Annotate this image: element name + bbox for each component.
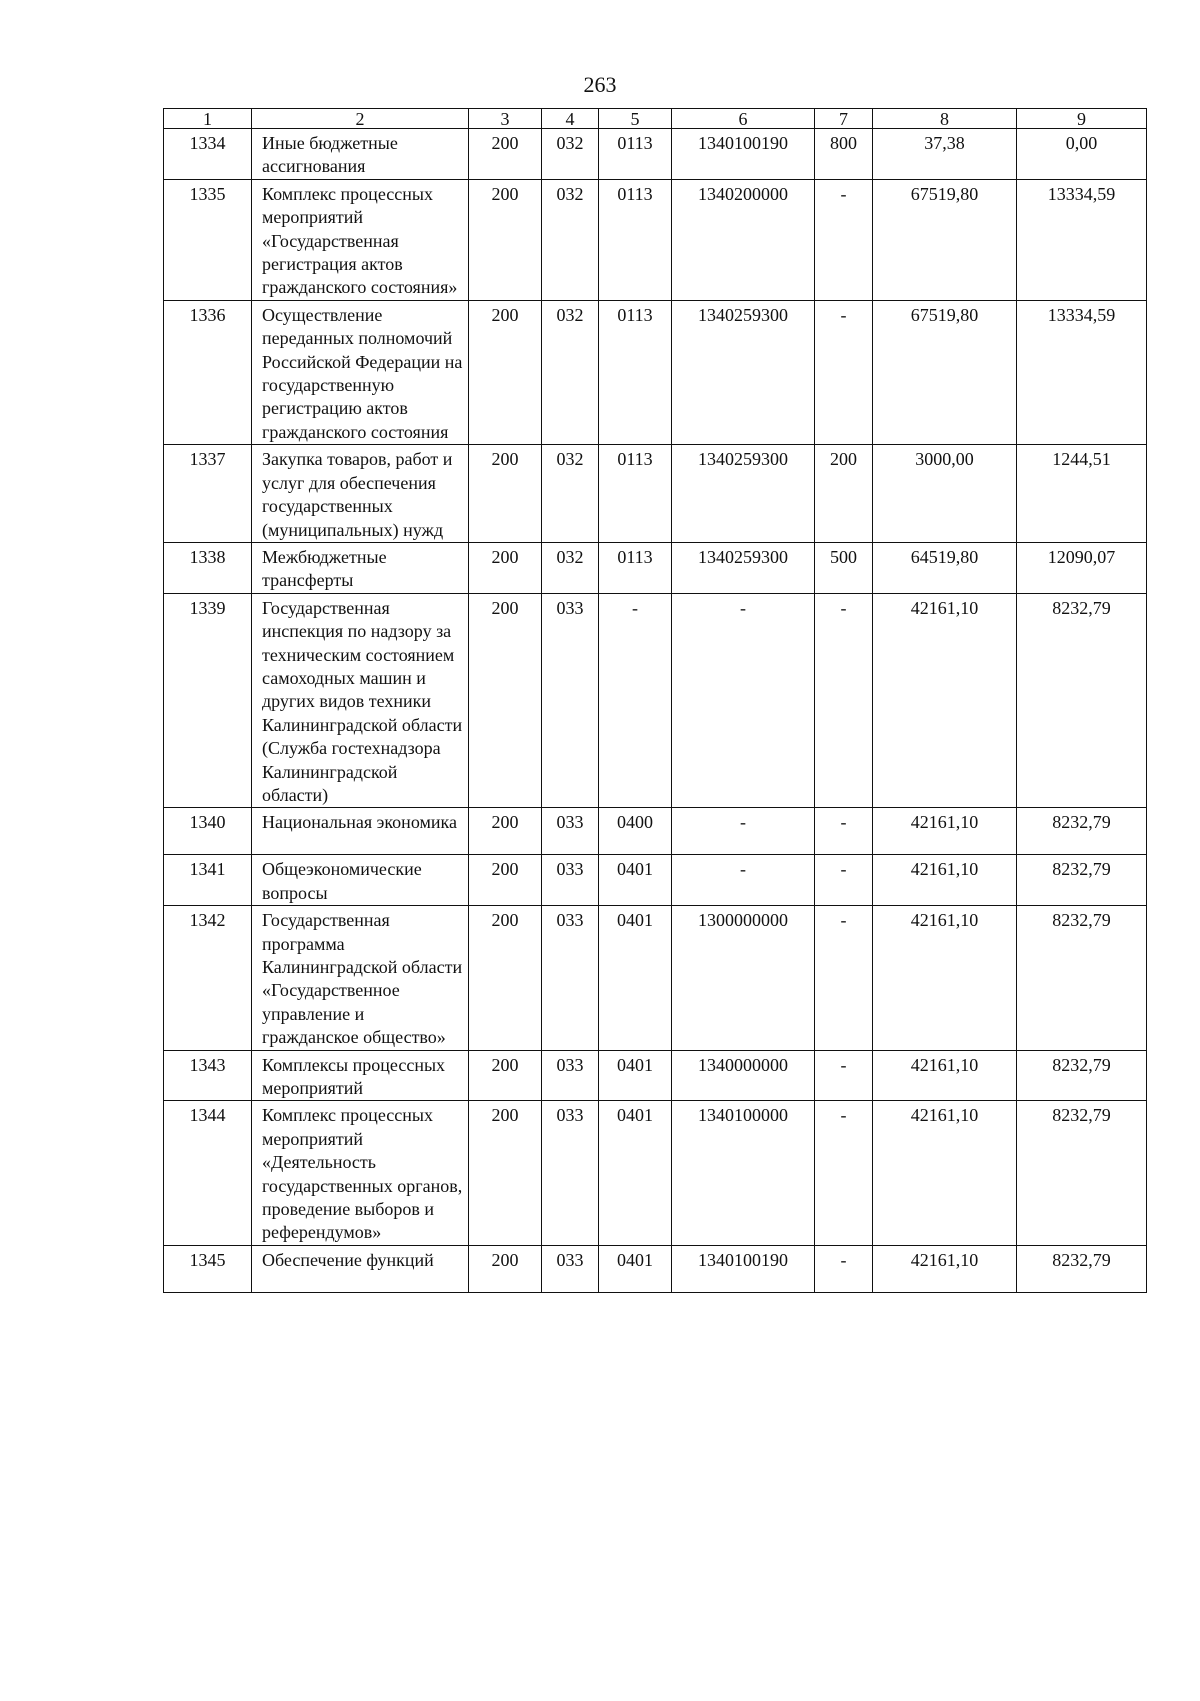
column-header: 1 [164, 109, 252, 129]
row-number: 1338 [164, 542, 252, 593]
cell-col9: 8232,79 [1017, 1245, 1147, 1292]
table-row [164, 542, 1147, 593]
row-name: Межбюджетные трансферты [252, 542, 469, 593]
cell-col9: 8232,79 [1017, 1101, 1147, 1245]
cell-col8: 67519,80 [873, 179, 1017, 300]
cell-col6: - [672, 855, 815, 906]
row-name: Общеэкономические вопросы [252, 855, 469, 906]
cell-col5: 0113 [599, 179, 672, 300]
cell-col9: 13334,59 [1017, 179, 1147, 300]
table-row [164, 445, 1147, 543]
cell-col4: 033 [542, 1050, 599, 1101]
cell-col4: 032 [542, 542, 599, 593]
column-header: 7 [815, 109, 873, 129]
cell-col5: 0401 [599, 855, 672, 906]
cell-col7: - [815, 179, 873, 300]
table-row [164, 1245, 1147, 1292]
cell-col6: 1340100000 [672, 1101, 815, 1245]
cell-col6: 1340100190 [672, 129, 815, 180]
row-number: 1344 [164, 1101, 252, 1245]
cell-col6: 1340259300 [672, 445, 815, 543]
row-name: Осуществление переданных полномочий Российской Федерации на государственную регистрацию актов гражданского состояния [252, 300, 469, 444]
cell-col8: 37,38 [873, 129, 1017, 180]
cell-col4: 033 [542, 906, 599, 1050]
cell-col8: 42161,10 [873, 906, 1017, 1050]
cell-col7: 200 [815, 445, 873, 543]
cell-col4: 033 [542, 808, 599, 855]
row-name: Государственная программа Калининградской области «Государственное управление и гражданское общество» [252, 906, 469, 1050]
row-name: Комплекс процессных мероприятий «Деятельность государственных органов, проведение выборов и референдумов» [252, 1101, 469, 1245]
cell-col6: 1340200000 [672, 179, 815, 300]
column-header: 2 [252, 109, 469, 129]
cell-col4: 033 [542, 1245, 599, 1292]
table-row [164, 1101, 1147, 1245]
cell-col6: 1300000000 [672, 906, 815, 1050]
row-number: 1339 [164, 593, 252, 808]
table-header-row [164, 109, 1147, 129]
row-name: Государственная инспекция по надзору за техническим состоянием самоходных машин и других видов техники Калининградской области (Служба гостехнадзора Калининградской области) [252, 593, 469, 808]
row-number: 1340 [164, 808, 252, 855]
row-number: 1345 [164, 1245, 252, 1292]
cell-col7: - [815, 855, 873, 906]
cell-col6: - [672, 593, 815, 808]
cell-col7: - [815, 1050, 873, 1101]
cell-col4: 032 [542, 445, 599, 543]
cell-col7: - [815, 1101, 873, 1245]
column-header: 8 [873, 109, 1017, 129]
table-row [164, 855, 1147, 906]
row-number: 1337 [164, 445, 252, 543]
cell-col9: 8232,79 [1017, 1050, 1147, 1101]
column-header: 3 [469, 109, 542, 129]
cell-col9: 1244,51 [1017, 445, 1147, 543]
row-name: Обеспечение функций [252, 1245, 469, 1292]
cell-col4: 033 [542, 855, 599, 906]
cell-col5: 0113 [599, 542, 672, 593]
cell-col4: 032 [542, 129, 599, 180]
column-header: 9 [1017, 109, 1147, 129]
cell-col9: 8232,79 [1017, 808, 1147, 855]
cell-col5: 0401 [599, 1245, 672, 1292]
cell-col3: 200 [469, 445, 542, 543]
cell-col7: - [815, 593, 873, 808]
cell-col9: 0,00 [1017, 129, 1147, 180]
cell-col3: 200 [469, 300, 542, 444]
cell-col5: 0401 [599, 906, 672, 1050]
table-row [164, 906, 1147, 1050]
row-name: Иные бюджетные ассигнования [252, 129, 469, 180]
column-header: 4 [542, 109, 599, 129]
cell-col7: 800 [815, 129, 873, 180]
cell-col8: 3000,00 [873, 445, 1017, 543]
cell-col8: 42161,10 [873, 593, 1017, 808]
cell-col3: 200 [469, 808, 542, 855]
cell-col7: - [815, 1245, 873, 1292]
cell-col3: 200 [469, 1050, 542, 1101]
cell-col6: 1340000000 [672, 1050, 815, 1101]
cell-col7: - [815, 808, 873, 855]
row-number: 1335 [164, 179, 252, 300]
row-name: Комплексы процессных мероприятий [252, 1050, 469, 1101]
cell-col3: 200 [469, 1101, 542, 1245]
cell-col6: - [672, 808, 815, 855]
row-number: 1342 [164, 906, 252, 1050]
row-number: 1334 [164, 129, 252, 180]
cell-col3: 200 [469, 129, 542, 180]
column-header: 5 [599, 109, 672, 129]
cell-col8: 42161,10 [873, 1245, 1017, 1292]
table-row [164, 300, 1147, 444]
cell-col6: 1340259300 [672, 542, 815, 593]
cell-col5: - [599, 593, 672, 808]
cell-col8: 42161,10 [873, 808, 1017, 855]
table-row [164, 129, 1147, 180]
table-row [164, 808, 1147, 855]
cell-col8: 42161,10 [873, 1050, 1017, 1101]
cell-col8: 67519,80 [873, 300, 1017, 444]
row-name: Национальная экономика [252, 808, 469, 855]
cell-col5: 0113 [599, 300, 672, 444]
cell-col3: 200 [469, 542, 542, 593]
cell-col7: 500 [815, 542, 873, 593]
cell-col3: 200 [469, 1245, 542, 1292]
cell-col8: 42161,10 [873, 1101, 1017, 1245]
cell-col9: 8232,79 [1017, 855, 1147, 906]
cell-col5: 0113 [599, 445, 672, 543]
cell-col7: - [815, 906, 873, 1050]
cell-col5: 0113 [599, 129, 672, 180]
cell-col5: 0400 [599, 808, 672, 855]
cell-col4: 033 [542, 1101, 599, 1245]
row-name: Закупка товаров, работ и услуг для обеспечения государственных (муниципальных) нужд [252, 445, 469, 543]
cell-col4: 033 [542, 593, 599, 808]
row-number: 1336 [164, 300, 252, 444]
cell-col5: 0401 [599, 1050, 672, 1101]
table-row [164, 1050, 1147, 1101]
cell-col9: 12090,07 [1017, 542, 1147, 593]
cell-col3: 200 [469, 179, 542, 300]
cell-col6: 1340100190 [672, 1245, 815, 1292]
budget-table [163, 108, 1147, 1293]
cell-col9: 8232,79 [1017, 906, 1147, 1050]
cell-col8: 42161,10 [873, 855, 1017, 906]
cell-col3: 200 [469, 855, 542, 906]
cell-col3: 200 [469, 593, 542, 808]
row-number: 1341 [164, 855, 252, 906]
cell-col6: 1340259300 [672, 300, 815, 444]
cell-col9: 13334,59 [1017, 300, 1147, 444]
row-name: Комплекс процессных мероприятий «Государственная регистрация актов гражданского состояния» [252, 179, 469, 300]
cell-col8: 64519,80 [873, 542, 1017, 593]
row-number: 1343 [164, 1050, 252, 1101]
page-number: 263 [583, 72, 617, 97]
table-row [164, 593, 1147, 808]
cell-col9: 8232,79 [1017, 593, 1147, 808]
cell-col7: - [815, 300, 873, 444]
cell-col3: 200 [469, 906, 542, 1050]
column-header: 6 [672, 109, 815, 129]
cell-col4: 032 [542, 300, 599, 444]
cell-col4: 032 [542, 179, 599, 300]
cell-col5: 0401 [599, 1101, 672, 1245]
table-row [164, 179, 1147, 300]
